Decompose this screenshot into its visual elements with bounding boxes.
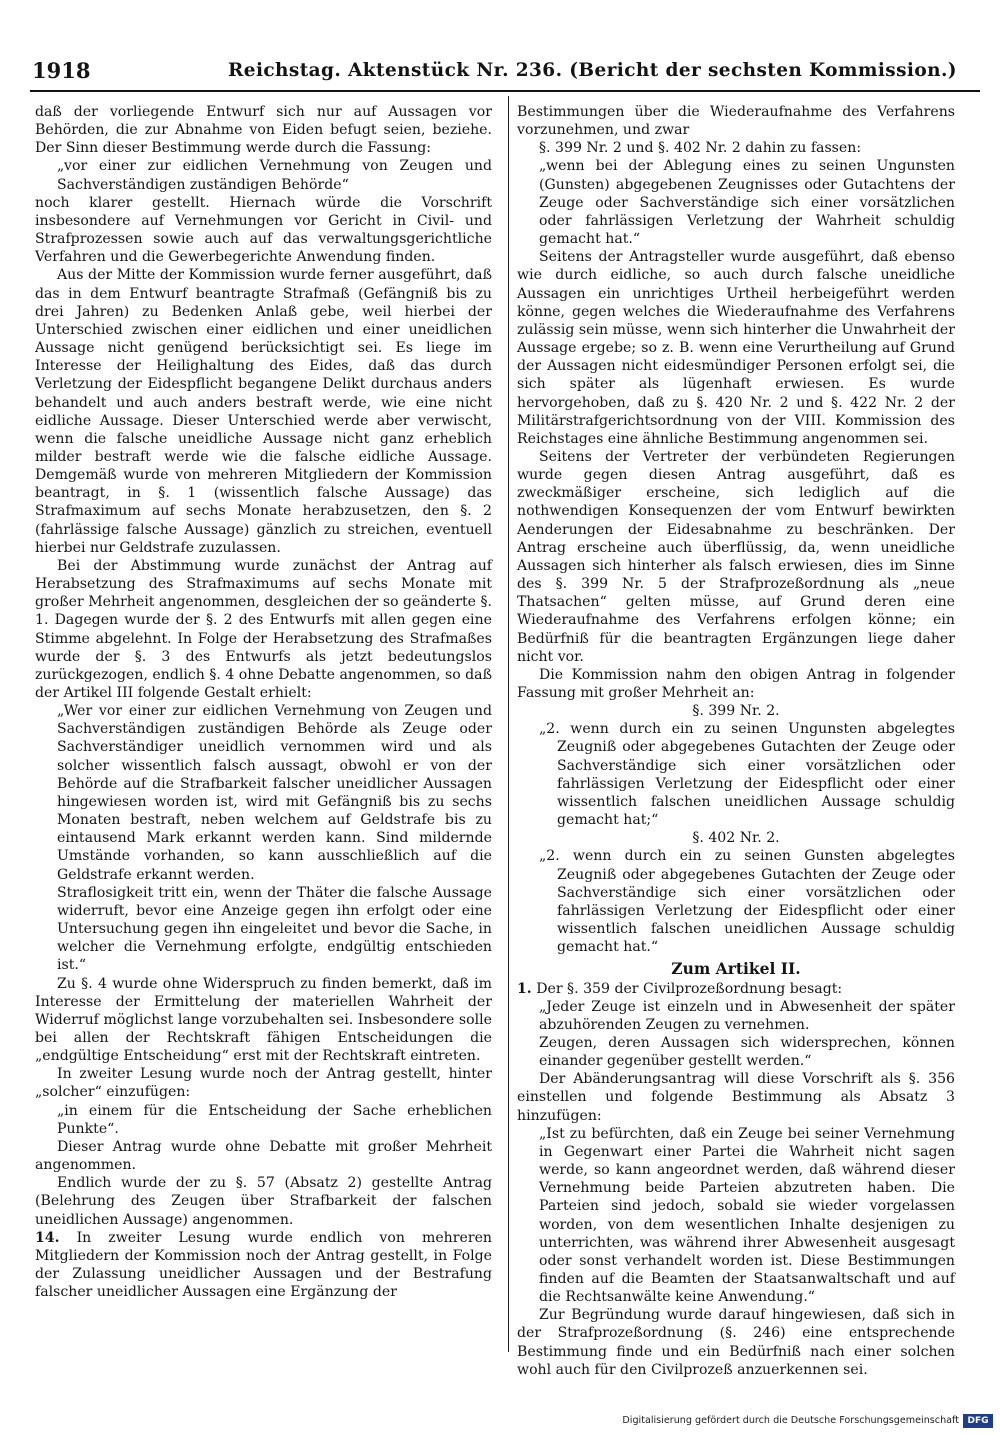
item-number: 14.	[35, 1229, 60, 1246]
right-numbered-11	[517, 980, 955, 998]
left-quote-5: „Wer vor einer zur eidlichen Vernehmung von Zeugen und Sachverständigen zuständigen Behörde als Zeuge oder Sachverständiger uneidlich vernommen wird und als solcher wissentlich falsch aussagt, obwohl er von der Behörde auf die Strafbarkeit falscher uneidlicher Aussagen hingewiesen worden ist, wird mit Gefängniß bis zu sechs Monaten bestraft, neben welchem auf Geldstrafe bis zu eintausend Mark erkannt werden kann. Sind mildernde Umstände vorhanden, so kann ausschließlich auf die Geldstrafe erkannt werden.	[57, 703, 492, 883]
left-cont-2: noch klarer gestellt. Hiernach würde die Vorschrift insbesondere auf Vernehmungen vor Gericht in Civil- und Strafprozessen sowie auch auf das verwaltungsgerichtliche Verfahren und die Gewerbegerichte Anwendung finden.	[35, 194, 492, 266]
right-para-3: Seitens der Antragsteller wurde ausgeführt, daß ebenso wie durch eidliche, so auch durch falsche uneidliche Aussagen ein unrichtiges Urtheil herbeigeführt werden könne, gegen welches die Wiederaufnahme des Verfahrens zulässig sein müsse, wenn sich hinterher die Unwahrheit der Aussage ergebe; so z. B. wenn eine Verurtheilung auf Grund der Aussagen nicht eidesmündiger Personen erfolgt sei, die sich später als lügenhaft erwiesen. Es wurde hervorgehoben, daß zu §. 420 Nr. 2 und §. 422 Nr. 2 der Militärstrafgerichtsordnung von der VIII. Kommission des Reichstages eine ähnliche Bestimmung angenommen sei.	[517, 249, 955, 447]
digitization-credit: Digitalisierung gefördert durch die Deutsche Forschungsgemeinschaft	[622, 1415, 959, 1426]
item-text: Der §. 359 der Civilprozeßordnung besagt:	[536, 980, 843, 997]
right-para-16: Zur Begründung wurde darauf hingewiesen, daß sich in der Strafprozeßordnung (§. 246) eine entsprechende Bestimmung finde und ein Bedürfniß nach einer solchen wohl auch für den Civilprozeß anzuerkennen sei.	[517, 1307, 955, 1378]
right-para-1: §. 399 Nr. 2 und §. 402 Nr. 2 dahin zu fassen:	[539, 140, 862, 157]
left-numbered-12	[35, 1229, 492, 1302]
left-para-7: Zu §. 4 wurde ohne Widerspruch zu finden bemerkt, daß im Interesse der Ermittelung der materiellen Wahrheit der Widerruf möglichst lange vorzubehalten sei. Insbesondere solle bei allen der Rechtskraft fähigen Entscheidungen die „endgültige Entscheidung“ erst mit der Rechtskraft eintreten.	[35, 975, 492, 1065]
footer	[605, 1414, 995, 1430]
left-quote-1: „vor einer zur eidlichen Vernehmung von Zeugen und Sachverständigen zuständigen Behörde“	[57, 158, 492, 193]
right-cont-0: Bestimmungen über die Wiederaufnahme des Verfahrens vorzunehmen, und zwar	[517, 104, 955, 139]
left-para-3: Aus der Mitte der Kommission wurde ferner ausgeführt, daß das in dem Entwurf beantragte Strafmaß (Gefängniß bis zu drei Jahren) zu Bedenken Anlaß gebe, weil hierbei der Unterschied zwischen einer eidlichen und einer uneidlichen Aussage nicht genügend berücksichtigt sei. Es liege im Interesse der Heilighaltung des Eides, daß das durch Verletzung der Eidespflicht begangene Delikt durchaus anders behandelt und auch anders bestraft werde, wie eine nicht eidliche Aussage. Dieser Unterschied werde aber verwischt, wenn die falsche uneidliche Aussage nicht ganz erheblich milder bestraft werde wie die falsche eidliche Aussage. Demgemäß wurde von mehreren Mitgliedern der Kommission beantragt, in §. 1 (wissentlich falsche Aussage) das Strafmaximum auf sechs Monate herabzusetzen, den §. 2 (fahrlässige falsche Aussage) gänzlich zu streichen, eventuell hierbei nur Geldstrafe zuzulassen.	[35, 267, 492, 556]
left-para-4: Bei der Abstimmung wurde zunächst der Antrag auf Herabsetzung des Strafmaximums auf sechs Monate mit großer Mehrheit angenommen, desgleichen der so geänderte §. 1. Dagegen wurde der §. 2 des Entwurfs mit allen gegen eine Stimme abgelehnt. In Folge der Herabsetzung des Strafmaßes wurde der §. 3 des Entwurfs als jetzt bedeutungslos zurückgezogen, endlich §. 4 ohne Debatte angenommen, so daß der Artikel III folgende Gestalt erhielt:	[35, 557, 493, 701]
dfg-logo: DFG	[963, 1414, 993, 1428]
right-column	[517, 103, 955, 1378]
left-para-11: Endlich wurde der zu §. 57 (Absatz 2) gestellte Antrag (Belehrung des Zeugen über Strafbarkeit der falschen uneidlichen Aussage) angenommen.	[35, 1175, 492, 1228]
right-quote-2: „wenn bei der Ablegung eines zu seinen Ungunsten (Gunsten) abgegebenen Zeugnisses oder Gutachtens der Zeuge oder Sachverständige sich einer vorsätzlichen oder fahrlässigen Verletzung der Wahrheit schuldig gemacht hat.“	[539, 158, 955, 248]
right-center-6: §. 399 Nr. 2.	[692, 703, 780, 720]
running-title: Reichstag. Aktenstück Nr. 236. (Bericht der sechsten Kommission.)	[228, 60, 957, 81]
item-number: 1.	[517, 980, 532, 997]
left-quote-6: Straflosigkeit tritt ein, wenn der Thäter die falsche Aussage widerruft, bevor eine Anzeige gegen ihn erfolgt oder eine Untersuchung gegen ihn eingeleitet und bevor die Sache, in welcher die Vernehmung erfolgte, endgültig entschieden ist.“	[57, 884, 492, 974]
left-column	[35, 103, 492, 1358]
item-text: In zweiter Lesung wurde endlich von mehreren Mitgliedern der Kommission noch der Antrag gestellt, in Folge der Zulassung uneidlicher Aussagen und der Bestrafung falscher uneidlicher Aussagen eine Ergänzung der	[35, 1229, 492, 1301]
left-quote-9: „in einem für die Entscheidung der Sache erheblichen Punkte“.	[57, 1102, 492, 1137]
left-cont-0: daß der vorliegende Entwurf sich nur auf Aussagen vor Behörden, die zur Abnahme von Eiden befugt seien, beziehe. Der Sinn dieser Bestimmung werde durch die Fassung:	[35, 104, 492, 157]
right-para-4: Seitens der Vertreter der verbündeten Regierungen wurde gegen diesen Antrag ausgeführt, daß es zweckmäßiger erscheine, sich lediglich auf die nothwendigen Konsequenzen der vom Entwurf bewirkten Aenderungen der Eidesabnahme zu beschränken. Der Antrag erscheine auch überflüssig, da, wenn uneidliche Aussagen sich hinterher als falsch erwiesen, dies im Sinne des §. 399 Nr. 5 der Strafprozeßordnung als „neue Thatsachen“ gelten müsse, auf Grund deren eine Wiederaufnahme des Verfahrens erfolgen könne; ein Bedürfniß für die beantragten Ergänzungen liege daher nicht vor.	[517, 448, 955, 665]
left-para-8: In zweiter Lesung wurde noch der Antrag gestellt, hinter „solcher“ einzufügen:	[35, 1066, 492, 1101]
column-divider	[508, 96, 509, 1352]
page-number: 1918	[32, 58, 91, 83]
right-para-14: Der Abänderungsantrag will diese Vorschrift als §. 356 einstellen und folgende Bestimmung als Absatz 3 hinzufügen:	[517, 1071, 955, 1124]
right-quote-13: Zeugen, deren Aussagen sich widersprechen, können einander gegenüber gestellt werden.“	[539, 1034, 955, 1070]
left-para-10: Dieser Antrag wurde ohne Debatte mit großer Mehrheit angenommen.	[35, 1138, 492, 1174]
right-quote-12: „Jeder Zeuge ist einzeln und in Abwesenheit der später abzuhörenden Zeugen zu vernehmen.	[539, 998, 955, 1033]
right-quote-hang-9: „2. wenn durch ein zu seinen Gunsten abgelegtes Zeugniß oder abgegebenes Gutachten der Zeuge oder Sachverständige sich einer vorsätzlichen oder fahrlässigen Verletzung der Eidespflicht oder einer wissentlich falschen uneidlichen Aussage schuldig gemacht hat.“	[539, 848, 955, 956]
right-quote-15: „Ist zu befürchten, daß ein Zeuge bei seiner Vernehmung in Gegenwart einer Partei die Wahrheit nicht sagen werde, so kann angeordnet werden, daß während dieser Vernehmung beide Parteien abzutreten haben. Die Parteien sind jedoch, sobald sie wieder vorgelassen worden, von dem wesentlichen Inhalte desjenigen zu unterrichten, was während ihrer Abwesenheit ausgesagt oder sonst verhandelt worden ist. Diese Bestimmungen finden auf die Beamten der Staatsanwaltschaft und auf die Rechtsanwälte keine Anwendung.“	[539, 1125, 955, 1306]
right-para-5: Die Kommission nahm den obigen Antrag in folgender Fassung mit großer Mehrheit an:	[517, 666, 955, 701]
right-heading-10: Zum Artikel II.	[671, 959, 801, 979]
right-quote-hang-7: „2. wenn durch ein zu seinen Ungunsten abgelegtes Zeugniß oder abgegebenes Gutachten der Zeuge oder Sachverständige sich einer vorsätzlichen oder fahrlässigen Verletzung der Eidespflicht oder einer wissentlich falschen uneidlichen Aussage schuldig gemacht hat;“	[539, 721, 955, 829]
right-center-8: §. 402 Nr. 2.	[692, 830, 780, 847]
page-header	[30, 56, 980, 92]
